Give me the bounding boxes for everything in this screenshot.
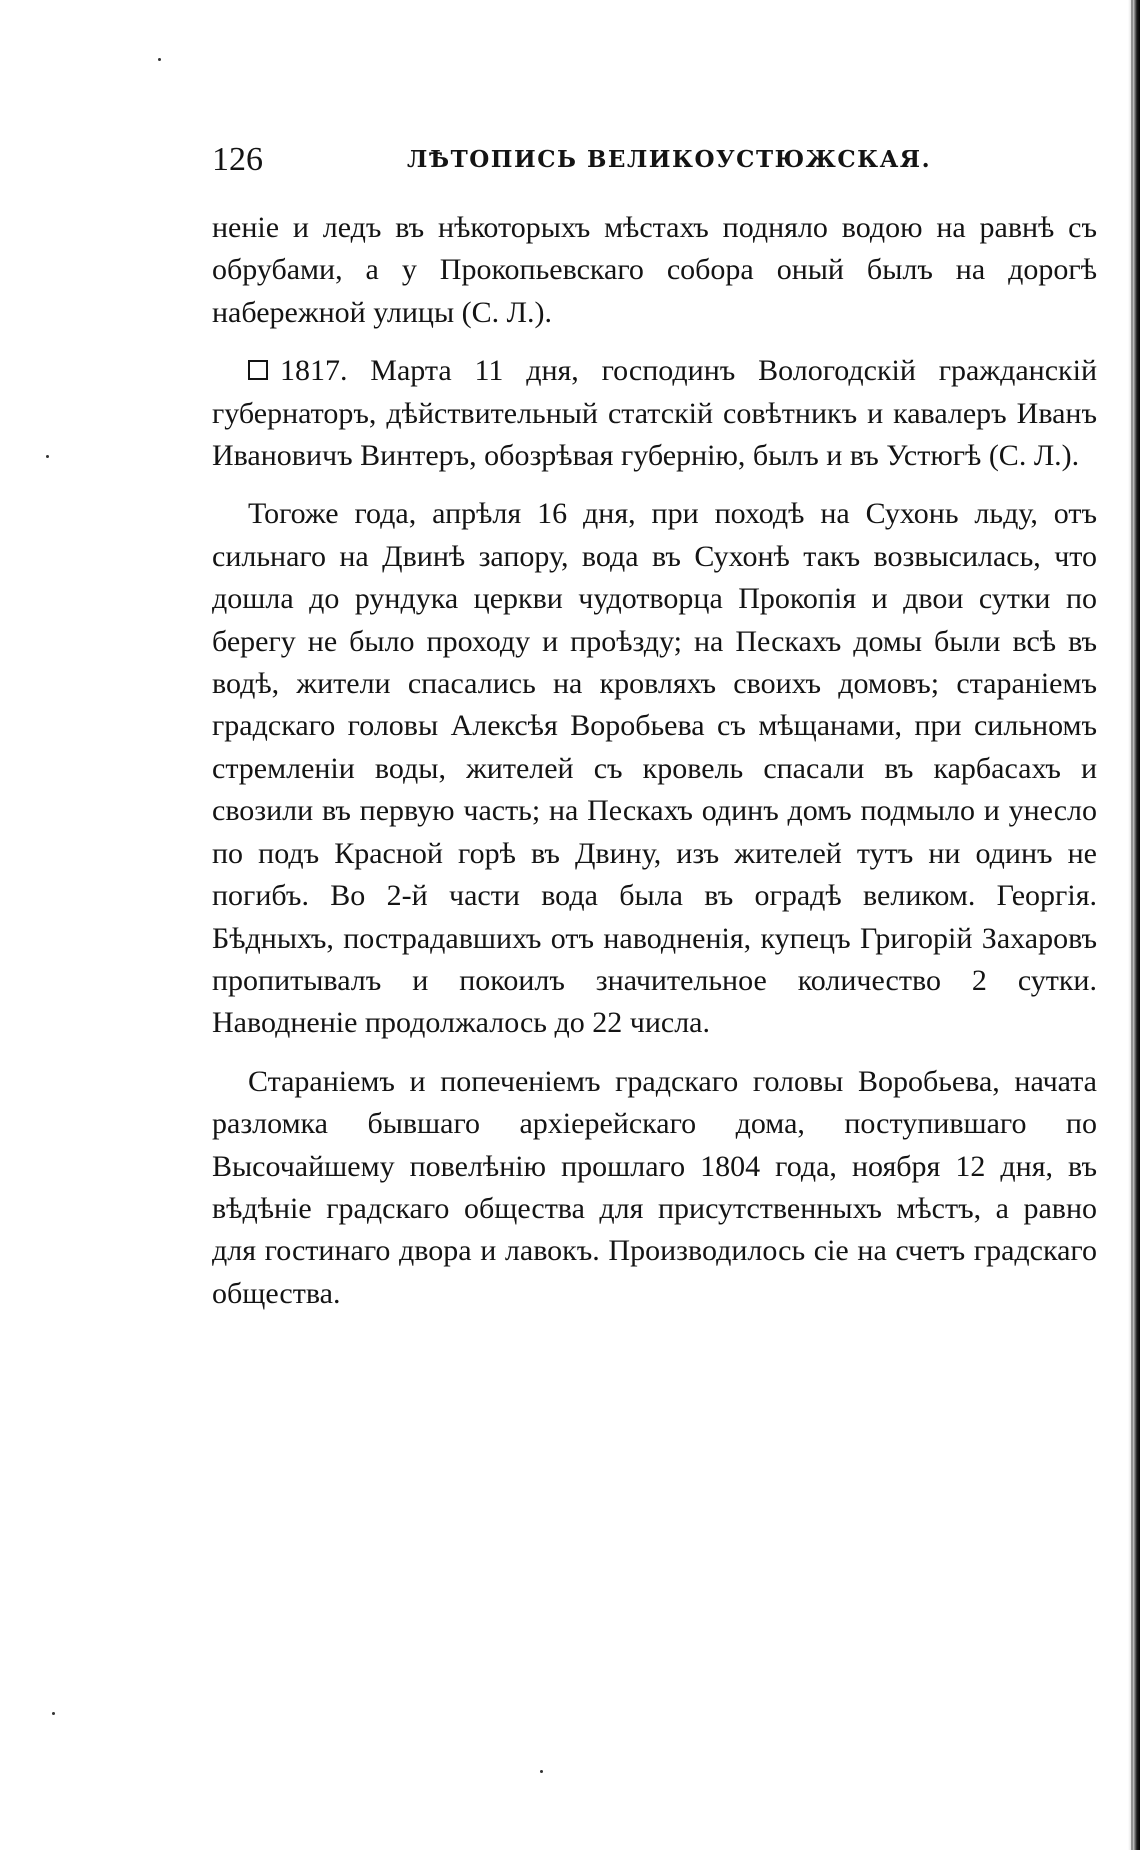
paragraph-text: неніе и ледъ въ нѣкоторыхъ мѣстахъ подняло водою на равнѣ съ обрубами, а у Прокопьевскаго собора оный былъ на дорогѣ набережной улицы (С. Л.). <box>212 211 1097 329</box>
page-header <box>212 140 1092 180</box>
scan-speck <box>46 455 49 458</box>
paragraph-flood-entry <box>212 493 1097 1044</box>
paragraph-1817-entry <box>212 350 1097 477</box>
paragraph-continuation <box>212 207 1097 334</box>
scan-speck <box>158 58 161 61</box>
page-binding-edge <box>1128 0 1140 1850</box>
paragraph-demolition-entry <box>212 1061 1097 1315</box>
paragraph-text: Стараніемъ и попеченіемъ градскаго головы Воробьева, начата разломка бывшаго архіерейскаго дома, поступившаго по Высочайшему повелѣнію прошлаго 1804 года, ноября 12 дня, въ вѣдѣніе градскаго общества для присутственныхъ мѣстъ, а равно для гостинаго двора и лавокъ. Производилось сіе на счетъ градскаго общества. <box>212 1064 1097 1310</box>
paragraph-text: 1817. Марта 11 дня, господинъ Вологодскій гражданскій губернаторъ, дѣйствительный статскій совѣтникъ и кавалеръ Иванъ Ивановичъ Винтеръ, обозрѣвая губернію, былъ и въ Устюгѣ (С. Л.). <box>212 354 1097 473</box>
page-number: 126 <box>212 141 263 178</box>
running-title: ЛѢТОПИСЬ ВЕЛИКОУСТЮЖСКАЯ. <box>407 146 932 173</box>
paragraph-text: Тогоже года, апрѣля 16 дня, при походѣ на Сухонь льду, отъ сильнаго на Двинѣ запору, вода въ Сухонѣ такъ возвысилась, что дошла до рундука церкви чудотворца Прокопія и двои сутки по берегу не было проходу и проѣзду; на Пескахъ домы были всѣ въ водѣ, жители спасались на кровляхъ своихъ домовъ; стараніемъ градскаго головы Алексѣя Воробьева съ мѣщанами, при сильномъ стремленіи воды, жителей съ кровель спасали въ карбасахъ и свозили въ первую часть; на Пескахъ одинъ домъ подмыло и унесло по подъ Красной горѣ въ Двину, изъ жителей тутъ ни одинъ не погибъ. Во 2-й части вода была въ оградѣ великом. Георгія. Бѣдныхъ, пострадавшихъ отъ наводненія, купецъ Григорій Захаровъ пропитывалъ и покоилъ значительное количество 2 сутки. Наводненіе продолжалось до 22 числа. <box>212 497 1097 1040</box>
text-body <box>212 207 1097 1331</box>
scan-speck <box>52 1712 55 1715</box>
square-marker-icon <box>248 360 268 380</box>
scan-speck <box>540 1770 543 1773</box>
